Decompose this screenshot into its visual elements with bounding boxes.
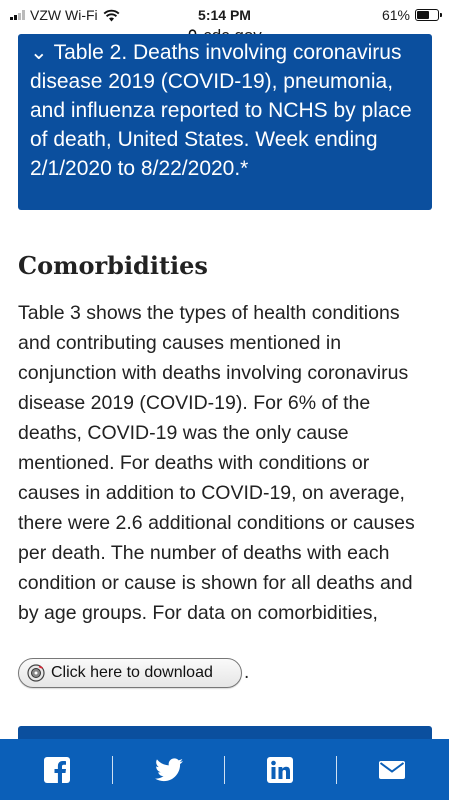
social-share-bar [0,739,449,800]
download-icon [27,664,45,682]
twitter-icon [155,758,183,782]
battery-percent: 61% [381,7,410,23]
comorbidities-paragraph: Table 3 shows the types of health conditions and contributing causes mentioned in conjunction with deaths involving coronavirus disease 2019 (COVID-19). For 6% of the deaths, COVID-19 was the only cause mentioned. For deaths with conditions or causes in addition to COVID-19, on average, there were 2.6 additional conditions or causes per death. The number of deaths with each condition or cause is shown for all deaths and by age groups. For data on comorbidities, [18,302,415,624]
facebook-share-button[interactable] [39,752,75,788]
section-heading: Comorbidities [18,251,208,280]
status-right [382,7,439,23]
trailing-period: . [244,662,250,683]
divider [336,756,338,784]
divider [112,756,114,784]
table-2-accordion[interactable] [18,34,432,210]
battery-fill [417,11,429,19]
table-2-title: Table 2. Deaths involving coronavirus disease 2019 (COVID-19), pneumonia, and influenza reported to NCHS by place of death, United States. Week ending 2/1/2020 to 8/22/2020.* [30,41,412,180]
linkedin-share-button[interactable] [262,752,298,788]
divider [224,756,226,784]
twitter-share-button[interactable] [151,752,187,788]
battery-icon [415,9,439,21]
chevron-down-icon: ⌄ [30,41,48,64]
email-icon [378,759,406,781]
carrier-label: VZW Wi-Fi [30,7,98,23]
email-share-button[interactable] [374,752,410,788]
signal-icon [10,10,25,20]
download-label: Click here to download [51,664,213,681]
linkedin-icon [266,756,294,784]
status-left [10,7,120,23]
facebook-icon [43,756,71,784]
download-button[interactable] [18,658,242,688]
clock: 5:14 PM [198,7,251,23]
page-content[interactable] [0,41,449,739]
wifi-icon [103,9,120,22]
